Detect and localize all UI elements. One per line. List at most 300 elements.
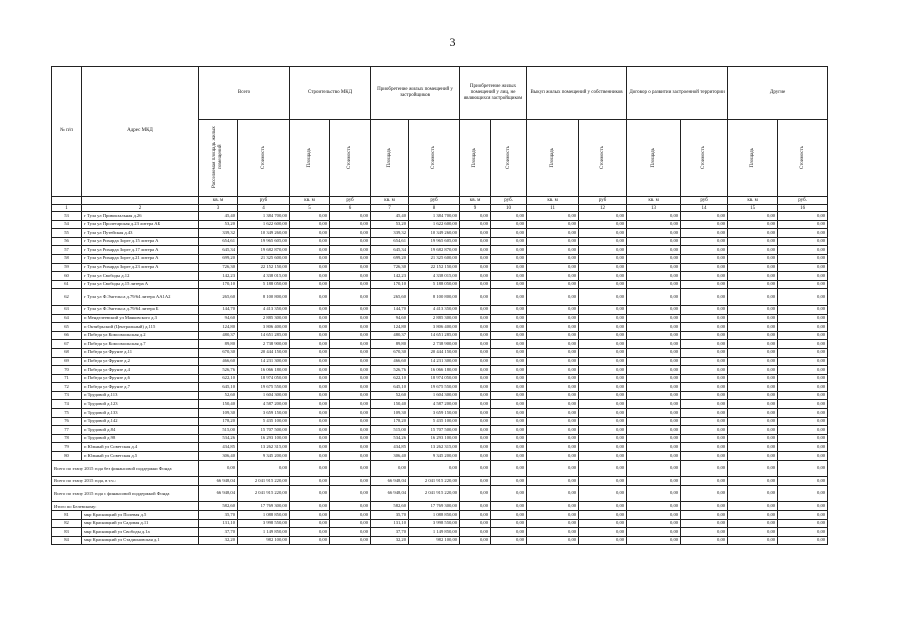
row-zero-cell: 0,00 (527, 519, 579, 528)
row-zero-cell: 0,00 (778, 434, 828, 443)
row-zero-cell: 0,00 (627, 220, 681, 229)
row-zero-cell: 0,00 (460, 246, 491, 255)
summary-zero-cell: 0,00 (681, 502, 728, 511)
row-zero-cell: 0,00 (681, 220, 728, 229)
row-total-cost: 3 659 150,00 (238, 409, 290, 418)
row-zero-cell: 0,00 (290, 452, 330, 461)
unit-cell: руб (330, 197, 371, 205)
row-zero-cell: 0,00 (491, 536, 527, 545)
header-group-total: Всего (199, 67, 290, 120)
column-number-cell: 3 (199, 205, 238, 212)
column-number-cell: 14 (681, 205, 728, 212)
row-address: п Менделеевский ул Маяковского д.3 (82, 314, 199, 323)
row-total-cost: 3 998 550,00 (238, 519, 290, 528)
row-developer-cost: 5 188 050,00 (409, 280, 460, 289)
header-sub-cost-label: Стоимость (505, 145, 511, 169)
row-developer-area: 534,26 (371, 434, 409, 443)
row-zero-cell: 0,00 (778, 374, 828, 383)
table-row (52, 409, 828, 418)
row-zero-cell: 0,00 (290, 348, 330, 357)
row-zero-cell: 0,00 (627, 528, 681, 537)
row-developer-area: 35,70 (371, 511, 409, 520)
summary-zero-cell: 0,00 (579, 485, 627, 502)
summary-total-area: 0,00 (199, 460, 238, 477)
row-number: 58 (52, 254, 82, 263)
row-zero-cell: 0,00 (460, 519, 491, 528)
row-address: п Победа ул Фрунзе д.7 (82, 383, 199, 392)
row-developer-cost: 19 675 550,00 (409, 383, 460, 392)
row-zero-cell: 0,00 (491, 246, 527, 255)
row-total-area: 89,80 (199, 340, 238, 349)
row-zero-cell: 0,00 (778, 426, 828, 435)
row-zero-cell: 0,00 (579, 528, 627, 537)
row-zero-cell: 0,00 (290, 409, 330, 418)
summary-zero-cell: 0,00 (778, 485, 828, 502)
row-total-area: 109,30 (199, 409, 238, 418)
unit-cell: руб. (778, 197, 828, 205)
table-row (52, 212, 828, 221)
row-total-cost: 4 413 350,00 (238, 305, 290, 314)
row-developer-area: 670,30 (371, 348, 409, 357)
row-zero-cell: 0,00 (330, 417, 371, 426)
row-zero-cell: 0,00 (579, 272, 627, 281)
row-zero-cell: 0,00 (728, 409, 778, 418)
row-number: 72 (52, 383, 82, 392)
unit-cell: кв. м (460, 197, 491, 205)
summary-developer-area: 0,00 (371, 460, 409, 477)
header-sub-cost-label: Стоимость (701, 145, 707, 169)
row-zero-cell: 0,00 (728, 212, 778, 221)
row-zero-cell: 0,00 (527, 434, 579, 443)
row-zero-cell: 0,00 (681, 511, 728, 520)
row-zero-cell: 0,00 (290, 426, 330, 435)
row-developer-cost: 16 293 100,00 (409, 434, 460, 443)
row-zero-cell: 0,00 (491, 340, 527, 349)
row-zero-cell: 0,00 (778, 272, 828, 281)
row-zero-cell: 0,00 (681, 452, 728, 461)
row-zero-cell: 0,00 (627, 323, 681, 332)
header-sub-cost-label: Стоимость (599, 145, 605, 169)
summary-zero-cell: 0,00 (681, 485, 728, 502)
row-zero-cell: 0,00 (681, 528, 728, 537)
row-zero-cell: 0,00 (491, 229, 527, 238)
row-developer-cost: 3 998 550,00 (409, 519, 460, 528)
row-zero-cell: 0,00 (728, 331, 778, 340)
row-zero-cell: 0,00 (527, 357, 579, 366)
row-developer-area: 109,30 (371, 409, 409, 418)
header-sub-cost (579, 120, 627, 197)
row-zero-cell: 0,00 (290, 528, 330, 537)
row-total-area: 94,60 (199, 314, 238, 323)
row-zero-cell: 0,00 (527, 229, 579, 238)
row-zero-cell: 0,00 (579, 212, 627, 221)
row-zero-cell: 0,00 (627, 511, 681, 520)
row-developer-cost: 1 149 850,00 (409, 528, 460, 537)
row-developer-cost: 1 604 300,00 (409, 391, 460, 400)
row-zero-cell: 0,00 (460, 366, 491, 375)
row-zero-cell: 0,00 (681, 212, 728, 221)
summary-developer-cost: 17 769 300,00 (409, 502, 460, 511)
table-row (52, 443, 828, 452)
row-total-cost: 14 651 285,00 (238, 331, 290, 340)
row-zero-cell: 0,00 (460, 331, 491, 340)
row-developer-area: 32,20 (371, 536, 409, 545)
row-zero-cell: 0,00 (778, 409, 828, 418)
header-sub-total-area: Расселяемая площадь жилых помещений (199, 120, 238, 197)
row-total-area: 645,10 (199, 383, 238, 392)
row-zero-cell: 0,00 (778, 263, 828, 272)
summary-zero-cell: 0,00 (527, 485, 579, 502)
row-total-cost: 4 587 200,00 (238, 400, 290, 409)
row-number: 74 (52, 400, 82, 409)
header-row-units (52, 197, 828, 205)
table-row (52, 417, 828, 426)
row-zero-cell: 0,00 (527, 452, 579, 461)
row-zero-cell: 0,00 (728, 246, 778, 255)
column-number-cell: 11 (527, 205, 579, 212)
row-address: п Победа ул Комсомольская д.2 (82, 331, 199, 340)
row-zero-cell: 0,00 (290, 511, 330, 520)
row-zero-cell: 0,00 (330, 409, 371, 418)
row-total-area: 265,60 (199, 289, 238, 306)
row-zero-cell: 0,00 (460, 340, 491, 349)
row-zero-cell: 0,00 (527, 383, 579, 392)
row-number: 68 (52, 348, 82, 357)
row-zero-cell: 0,00 (491, 357, 527, 366)
page-number: 3 (449, 35, 456, 49)
row-zero-cell: 0,00 (460, 426, 491, 435)
row-total-area: 178,20 (199, 417, 238, 426)
row-zero-cell: 0,00 (778, 366, 828, 375)
row-zero-cell: 0,00 (778, 417, 828, 426)
row-zero-cell: 0,00 (579, 366, 627, 375)
row-zero-cell: 0,00 (491, 212, 527, 221)
row-zero-cell: 0,00 (527, 528, 579, 537)
row-zero-cell: 0,00 (290, 519, 330, 528)
row-address: п Победа ул Комсомольская д.7 (82, 340, 199, 349)
row-zero-cell: 0,00 (728, 314, 778, 323)
row-zero-cell: 0,00 (681, 409, 728, 418)
row-developer-cost: 982 100,00 (409, 536, 460, 545)
row-zero-cell: 0,00 (728, 272, 778, 281)
row-zero-cell: 0,00 (728, 357, 778, 366)
row-zero-cell: 0,00 (778, 237, 828, 246)
row-zero-cell: 0,00 (728, 348, 778, 357)
row-address: п Победа ул Фрунзе д.4 (82, 366, 199, 375)
unit-cell: кв. м (199, 197, 238, 205)
row-zero-cell: 0,00 (778, 254, 828, 263)
summary-zero-cell: 0,00 (330, 485, 371, 502)
summary-zero-cell: 0,00 (627, 485, 681, 502)
summary-zero-cell: 0,00 (491, 460, 527, 477)
row-total-cost: 1 384 700,00 (238, 212, 290, 221)
summary-zero-cell: 0,00 (728, 460, 778, 477)
row-zero-cell: 0,00 (330, 289, 371, 306)
row-zero-cell: 0,00 (627, 357, 681, 366)
row-zero-cell: 0,00 (460, 237, 491, 246)
row-zero-cell: 0,00 (460, 289, 491, 306)
row-zero-cell: 0,00 (491, 426, 527, 435)
row-zero-cell: 0,00 (290, 391, 330, 400)
row-developer-area: 142,23 (371, 272, 409, 281)
row-zero-cell: 0,00 (491, 237, 527, 246)
row-zero-cell: 0,00 (460, 220, 491, 229)
summary-developer-cost: 2 041 915 220,00 (409, 477, 460, 486)
table-row (52, 511, 828, 520)
row-zero-cell: 0,00 (728, 229, 778, 238)
row-developer-cost: 4 413 350,00 (409, 305, 460, 314)
row-address: г Тула ул Ф.Энгельса д.79/64 литера Б (82, 305, 199, 314)
summary-zero-cell: 0,00 (290, 485, 330, 502)
row-zero-cell: 0,00 (681, 391, 728, 400)
summary-zero-cell: 0,00 (778, 477, 828, 486)
row-developer-area: 654,61 (371, 237, 409, 246)
table-row (52, 528, 828, 537)
summary-total-cost: 17 769 300,00 (238, 502, 290, 511)
row-developer-area: 89,80 (371, 340, 409, 349)
row-total-area: 306,40 (199, 452, 238, 461)
summary-row (52, 485, 828, 502)
summary-zero-cell: 0,00 (491, 477, 527, 486)
row-developer-cost: 16 066 180,00 (409, 366, 460, 375)
row-zero-cell: 0,00 (330, 340, 371, 349)
row-number: 82 (52, 519, 82, 528)
row-zero-cell: 0,00 (728, 400, 778, 409)
row-zero-cell: 0,00 (330, 331, 371, 340)
row-zero-cell: 0,00 (290, 272, 330, 281)
row-zero-cell: 0,00 (627, 305, 681, 314)
row-zero-cell: 0,00 (627, 246, 681, 255)
summary-label: Итого по Белевскому: (52, 502, 199, 511)
row-zero-cell: 0,00 (527, 280, 579, 289)
row-zero-cell: 0,00 (627, 314, 681, 323)
header-group-developers: Приобретение жилых помещений у застройщиков (371, 67, 460, 120)
unit-cell: руб (681, 197, 728, 205)
row-zero-cell: 0,00 (527, 400, 579, 409)
row-zero-cell: 0,00 (728, 366, 778, 375)
row-zero-cell: 0,00 (728, 237, 778, 246)
row-address: п Трудовой д.133 (82, 409, 199, 418)
row-developer-area: 306,40 (371, 452, 409, 461)
summary-zero-cell: 0,00 (579, 477, 627, 486)
row-address: г Тула ул Свободы д.12 (82, 272, 199, 281)
row-zero-cell: 0,00 (330, 323, 371, 332)
row-developer-cost: 19 682 870,00 (409, 246, 460, 255)
row-zero-cell: 0,00 (579, 263, 627, 272)
unit-cell: кв. м (627, 197, 681, 205)
row-address: г Тула ул Путейская д.43 (82, 229, 199, 238)
row-zero-cell: 0,00 (728, 263, 778, 272)
summary-zero-cell: 0,00 (527, 460, 579, 477)
column-number-cell: 8 (409, 205, 460, 212)
row-address: п Южный ул Советская д.4 (82, 443, 199, 452)
row-zero-cell: 0,00 (290, 357, 330, 366)
header-sub-area (371, 120, 409, 197)
header-sub-area (627, 120, 681, 197)
header-address: Адрес МКД (82, 67, 199, 197)
row-number: 53 (52, 212, 82, 221)
summary-label: Всего по этапу 2015 года с финансовой поддержкой Фонда (52, 485, 199, 502)
summary-zero-cell: 0,00 (460, 477, 491, 486)
row-address: п Победа ул Фрунзе д.6 (82, 374, 199, 383)
row-number: 83 (52, 528, 82, 537)
row-zero-cell: 0,00 (527, 426, 579, 435)
row-zero-cell: 0,00 (330, 305, 371, 314)
row-address: п Южный ул Советская д.5 (82, 452, 199, 461)
row-zero-cell: 0,00 (681, 280, 728, 289)
row-address: п Победа ул Фрунзе д.2 (82, 357, 199, 366)
row-developer-area: 515,00 (371, 426, 409, 435)
row-number: 57 (52, 246, 82, 255)
row-zero-cell: 0,00 (778, 391, 828, 400)
row-developer-cost: 2 885 300,00 (409, 314, 460, 323)
header-sub-area-label: Площадь (472, 147, 478, 168)
row-zero-cell: 0,00 (579, 536, 627, 545)
column-number-cell: 4 (238, 205, 290, 212)
row-zero-cell: 0,00 (579, 289, 627, 306)
row-zero-cell: 0,00 (290, 383, 330, 392)
header-group-construction: Строительство МКД (290, 67, 371, 120)
row-zero-cell: 0,00 (728, 452, 778, 461)
row-zero-cell: 0,00 (330, 452, 371, 461)
row-zero-cell: 0,00 (527, 409, 579, 418)
row-zero-cell: 0,00 (330, 254, 371, 263)
summary-zero-cell: 0,00 (627, 502, 681, 511)
row-zero-cell: 0,00 (527, 391, 579, 400)
row-zero-cell: 0,00 (579, 383, 627, 392)
row-zero-cell: 0,00 (579, 434, 627, 443)
row-total-cost: 18 974 050,00 (238, 374, 290, 383)
row-zero-cell: 0,00 (491, 443, 527, 452)
row-zero-cell: 0,00 (681, 263, 728, 272)
row-zero-cell: 0,00 (460, 434, 491, 443)
row-zero-cell: 0,00 (290, 237, 330, 246)
row-zero-cell: 0,00 (290, 280, 330, 289)
row-zero-cell: 0,00 (681, 305, 728, 314)
unit-cell: руб (579, 197, 627, 205)
row-zero-cell: 0,00 (330, 536, 371, 545)
row-zero-cell: 0,00 (491, 452, 527, 461)
row-zero-cell: 0,00 (290, 229, 330, 238)
row-zero-cell: 0,00 (460, 229, 491, 238)
row-developer-area: 131,10 (371, 519, 409, 528)
row-address: г Тула ул Пролетарская д.23 литера АБ (82, 220, 199, 229)
row-zero-cell: 0,00 (330, 280, 371, 289)
row-zero-cell: 0,00 (579, 357, 627, 366)
summary-developer-cost: 2 041 915 220,00 (409, 485, 460, 502)
row-total-area: 124,80 (199, 323, 238, 332)
summary-total-cost: 0,00 (238, 460, 290, 477)
row-total-cost: 9 345 200,00 (238, 452, 290, 461)
row-zero-cell: 0,00 (491, 220, 527, 229)
row-total-area: 53,20 (199, 220, 238, 229)
table-row (52, 272, 828, 281)
header-sub-area (460, 120, 491, 197)
row-zero-cell: 0,00 (330, 434, 371, 443)
row-zero-cell: 0,00 (290, 400, 330, 409)
row-total-cost: 3 806 400,00 (238, 323, 290, 332)
row-total-area: 52,60 (199, 391, 238, 400)
row-total-cost: 5 188 050,00 (238, 280, 290, 289)
row-zero-cell: 0,00 (330, 314, 371, 323)
row-zero-cell: 0,00 (491, 400, 527, 409)
unit-cell: руб (409, 197, 460, 205)
row-zero-cell: 0,00 (460, 305, 491, 314)
row-zero-cell: 0,00 (527, 511, 579, 520)
row-zero-cell: 0,00 (527, 340, 579, 349)
row-zero-cell: 0,00 (579, 220, 627, 229)
summary-zero-cell: 0,00 (681, 460, 728, 477)
header-sub-cost-label: Стоимость (799, 145, 805, 169)
row-developer-area: 645,10 (371, 383, 409, 392)
row-zero-cell: 0,00 (778, 331, 828, 340)
row-zero-cell: 0,00 (290, 314, 330, 323)
row-number: 78 (52, 434, 82, 443)
row-total-area: 699,20 (199, 254, 238, 263)
column-number-cell: 9 (460, 205, 491, 212)
row-zero-cell: 0,00 (330, 383, 371, 392)
row-total-area: 434,85 (199, 443, 238, 452)
row-zero-cell: 0,00 (728, 383, 778, 392)
row-zero-cell: 0,00 (290, 220, 330, 229)
header-sub-area-label: Площадь (549, 147, 555, 168)
row-developer-area: 645,34 (371, 246, 409, 255)
row-zero-cell: 0,00 (681, 357, 728, 366)
row-zero-cell: 0,00 (627, 331, 681, 340)
header-sub-cost (330, 120, 371, 197)
row-zero-cell: 0,00 (527, 323, 579, 332)
row-zero-cell: 0,00 (491, 331, 527, 340)
row-zero-cell: 0,00 (728, 417, 778, 426)
table-row (52, 452, 828, 461)
row-total-area: 142,23 (199, 272, 238, 281)
row-address: п Трудовой д.113 (82, 391, 199, 400)
table-row (52, 340, 828, 349)
summary-total-area: 582,60 (199, 502, 238, 511)
row-address: п Трудовой д.84 (82, 426, 199, 435)
row-zero-cell: 0,00 (491, 511, 527, 520)
row-number: 55 (52, 229, 82, 238)
row-zero-cell: 0,00 (579, 409, 627, 418)
row-number: 81 (52, 511, 82, 520)
row-zero-cell: 0,00 (460, 383, 491, 392)
row-developer-cost: 19 965 605,00 (409, 237, 460, 246)
table-row (52, 323, 828, 332)
column-number-cell: 13 (627, 205, 681, 212)
row-zero-cell: 0,00 (330, 220, 371, 229)
row-total-area: 726,30 (199, 263, 238, 272)
row-zero-cell: 0,00 (460, 391, 491, 400)
row-total-cost: 16 293 100,00 (238, 434, 290, 443)
column-number-cell: 5 (290, 205, 330, 212)
row-total-area: 37,70 (199, 528, 238, 537)
header-sub-area-label: Площадь (306, 147, 312, 168)
column-number-cell: 7 (371, 205, 409, 212)
header-row-groups (52, 67, 828, 120)
summary-zero-cell: 0,00 (728, 477, 778, 486)
row-total-cost: 14 231 300,00 (238, 357, 290, 366)
row-zero-cell: 0,00 (579, 511, 627, 520)
row-zero-cell: 0,00 (527, 374, 579, 383)
row-zero-cell: 0,00 (527, 305, 579, 314)
row-number: 80 (52, 452, 82, 461)
header-sub-area-label: Площадь (749, 147, 755, 168)
column-number-cell: 12 (579, 205, 627, 212)
summary-developer-area: 66 948,04 (371, 477, 409, 486)
table-row (52, 229, 828, 238)
row-address: мкр Красницкий ул Свободы д.1а (82, 528, 199, 537)
row-address: г Тула ул Свободы д.15 литера А (82, 280, 199, 289)
